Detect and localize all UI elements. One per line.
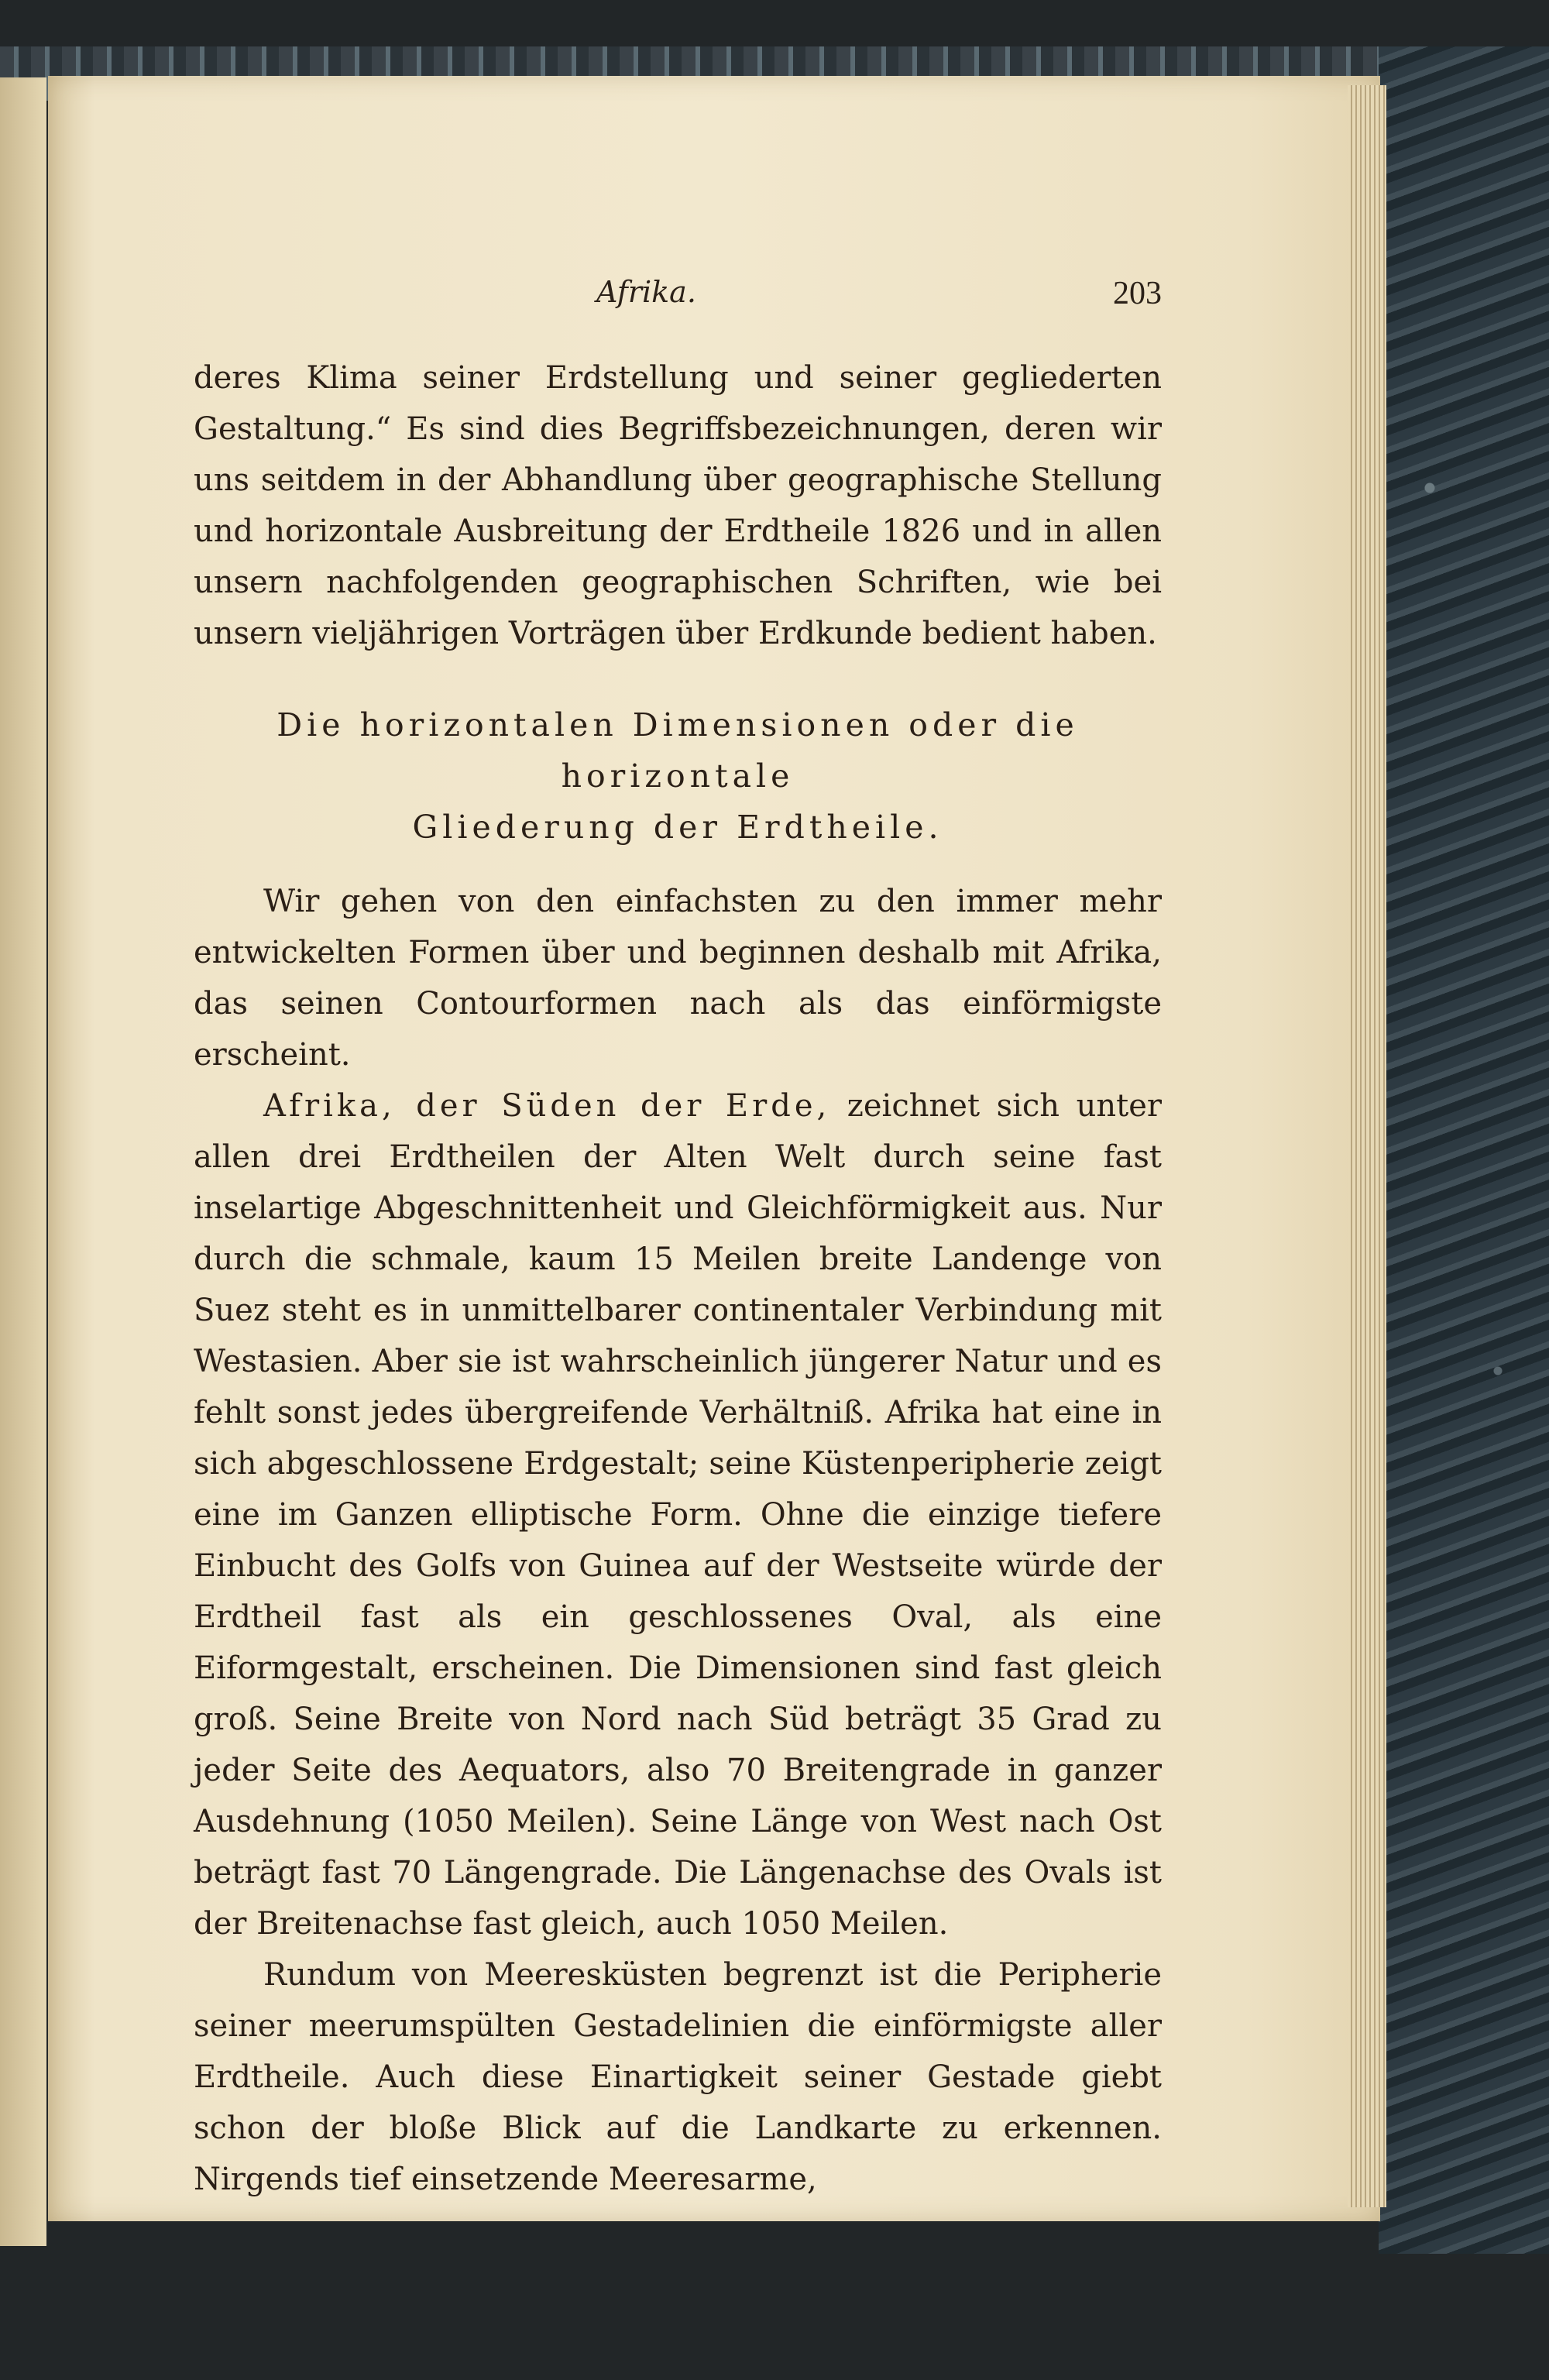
previous-page-edge (0, 77, 46, 2246)
paragraph-3-lead: Afrika, der Süden der Erde, (263, 1088, 831, 1124)
paragraph-4: Rundum von Meeresküsten begrenzt ist die Peripherie seiner meerumspülten Gestadelinien die einförmigste aller Erdtheile. Auch diese Einartigkeit seiner Gestade giebt schon der bloße Blick auf die Landkarte zu erkennen. Nirgends tief einsetzende Meeresarme, (194, 1957, 1162, 2197)
page-number: 203 (1113, 276, 1162, 311)
paragraph-3 (194, 1080, 1162, 1949)
paragraph-1: deres Klima seiner Erdstellung und seiner gegliederten Gestaltung.“ Es sind dies Begriffsbezeichnungen, deren wir uns seitdem in der Abhandlung über geographische Stellung und horizontale Ausbreitung der Erdtheile 1826 und in allen unsern nachfolgenden geographischen Schriften, wie bei unsern vieljährigen Vorträgen über Erdkunde bedient haben. (194, 360, 1162, 651)
page-header (194, 275, 1162, 321)
marbled-cover (1379, 46, 1549, 2254)
section-heading-line-1: Die horizontalen Dimensionen oder die horizontale (276, 706, 1079, 795)
paragraph-3-text: zeichnet sich unter allen drei Erdtheilen der Alten Welt durch seine fast inselartige Abgeschnittenheit und Gleichförmigkeit aus. Nur durch die schmale, kaum 15 Meilen breite Landenge von Suez steht es in unmittelbarer continentaler Verbindung mit Westasien. Aber sie ist wahrscheinlich jüngerer Natur und es fehlt sonst jedes übergreifende Verhältniß. Afrika hat eine in sich abgeschlossene Erdgestalt; seine Küstenperipherie zeigt eine im Ganzen elliptische Form. Ohne die einzige tiefere Einbucht des Golfs von Guinea auf der Westseite würde der Erdtheil fast als ein geschlossenes Oval, als eine Eiformgestalt, erscheinen. Die Dimensionen sind fast gleich groß. Seine Breite von Nord nach Süd beträgt 35 Grad zu jeder Seite des Aequators, also 70 Breitengrade in ganzer Ausdehnung (1050 Meilen). Seine Länge von West nach Ost beträgt fast 70 Längengrade. Die Längenachse des Ovals ist der Breitenachse fast gleich, auch 1050 Meilen. (194, 1088, 1163, 1942)
section-heading (194, 699, 1162, 853)
section-heading-line-2: Gliederung der Erdtheile. (412, 809, 943, 846)
page-body (194, 352, 1162, 2205)
paragraph-2: Wir gehen von den einfachsten zu den immer mehr entwickelten Formen über und beginnen deshalb mit Afrika, das seinen Contourformen nach als das einförmigste erscheint. (194, 884, 1162, 1073)
page-edge-stack (1348, 85, 1386, 2207)
running-head: Afrika. (596, 275, 696, 309)
